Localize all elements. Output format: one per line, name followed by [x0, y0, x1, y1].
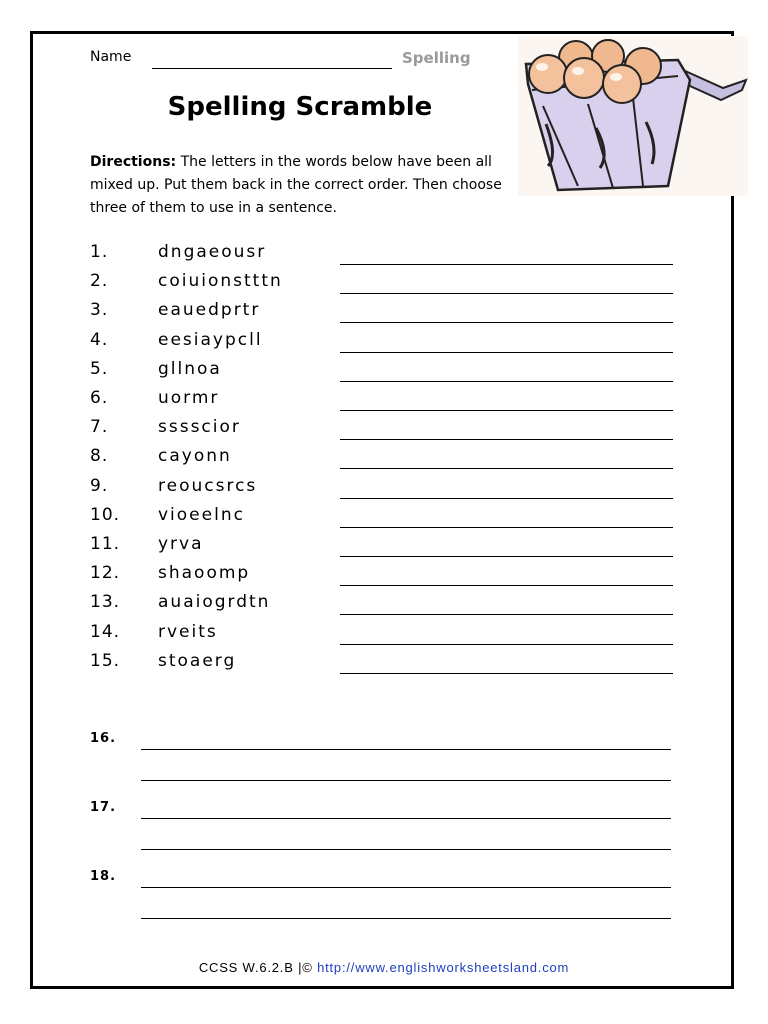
sentence-line[interactable]: [141, 818, 671, 819]
answer-line[interactable]: [340, 293, 673, 294]
sentence-line[interactable]: [141, 780, 671, 781]
answer-line[interactable]: [340, 352, 673, 353]
word-number: 14.: [90, 621, 121, 642]
word-number: 12.: [90, 563, 121, 584]
sentence-line[interactable]: [141, 887, 671, 888]
scrambled-word: sssscior: [158, 417, 241, 438]
scrambled-word: reoucsrcs: [158, 475, 258, 496]
answer-line[interactable]: [340, 614, 673, 615]
word-number: 4.: [90, 329, 109, 350]
answer-line[interactable]: [340, 410, 673, 411]
scrambled-word: cayonn: [158, 446, 232, 467]
scrambled-word: rveits: [158, 621, 218, 642]
egg-carton-icon: [518, 36, 748, 200]
word-number: 8.: [90, 446, 109, 467]
word-number: 7.: [90, 417, 109, 438]
answer-line[interactable]: [340, 527, 673, 528]
egg-carton-drawing: [518, 36, 748, 196]
answer-line[interactable]: [340, 264, 673, 265]
word-number: 15.: [90, 650, 121, 671]
subject-label: Spelling: [402, 49, 471, 67]
answer-line[interactable]: [340, 439, 673, 440]
sentence-line[interactable]: [141, 749, 671, 750]
word-number: 5.: [90, 358, 109, 379]
answer-line[interactable]: [340, 556, 673, 557]
word-number: 11.: [90, 534, 121, 554]
footer: [0, 960, 768, 975]
directions: [90, 151, 510, 220]
word-number: 13.: [90, 592, 121, 613]
answer-line[interactable]: [340, 673, 673, 674]
scrambled-word: gllnoa: [158, 358, 222, 379]
name-label: Name: [90, 49, 132, 65]
worksheet-title: Spelling Scramble: [167, 92, 433, 122]
sentence-number: 16.: [90, 731, 117, 746]
word-number: 6.: [90, 388, 109, 408]
word-number: 2.: [90, 271, 109, 292]
sentence-number: 18.: [90, 869, 117, 884]
scrambled-word: vioeelnc: [158, 504, 245, 525]
sentence-number: 17.: [90, 800, 117, 815]
word-number: 1.: [90, 242, 109, 262]
answer-line[interactable]: [340, 468, 673, 469]
answer-line[interactable]: [340, 644, 673, 645]
name-answer-line[interactable]: [152, 68, 392, 69]
sentence-line[interactable]: [141, 918, 671, 919]
scrambled-word: dngaeousr: [158, 242, 267, 262]
scrambled-word: stoaerg: [158, 650, 237, 671]
answer-line[interactable]: [340, 322, 673, 323]
answer-line[interactable]: [340, 381, 673, 382]
scrambled-word: shaoomp: [158, 563, 251, 584]
scrambled-word: coiuionstttn: [158, 271, 283, 292]
sentence-line[interactable]: [141, 849, 671, 850]
directions-text: The letters in the words below have been all mixed up. Put them back in the correct order. Then choose three of them to use in a sentence.: [90, 154, 502, 216]
directions-label: Directions:: [90, 154, 177, 170]
word-number: 9.: [90, 475, 109, 496]
footer-text: CCSS W.6.2.B |©: [198, 960, 313, 975]
answer-line[interactable]: [340, 585, 673, 586]
scrambled-word: auaiogrdtn: [158, 592, 271, 613]
word-number: 10.: [90, 504, 121, 525]
scrambled-word: eauedprtr: [158, 300, 261, 321]
scrambled-word: yrva: [158, 534, 204, 554]
answer-line[interactable]: [340, 498, 673, 499]
scrambled-word: eesiaypcll: [158, 329, 263, 350]
word-number: 3.: [90, 300, 109, 321]
scrambled-word: uormr: [158, 388, 220, 408]
footer-link[interactable]: http://www.englishworksheetsland.com: [317, 960, 570, 975]
